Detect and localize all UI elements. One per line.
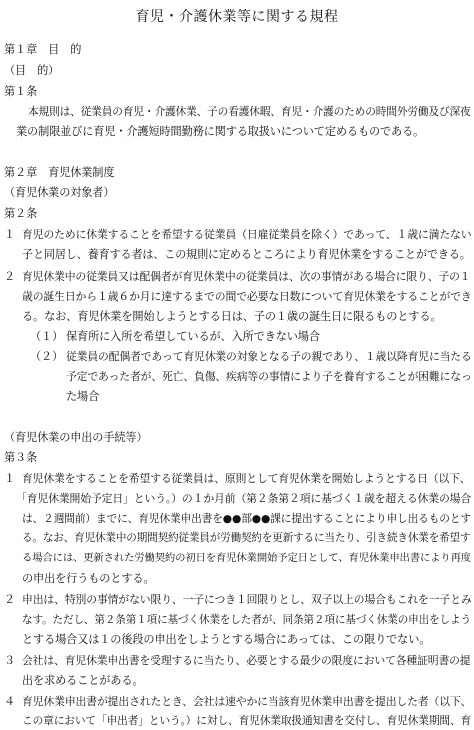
article-2-label: 第２条 bbox=[4, 207, 38, 220]
article-3-caption: （育児休業の申出の手続等） bbox=[4, 431, 148, 444]
article-3-para-2-number: ２ bbox=[4, 593, 16, 606]
article-3-para-3-line-2: 出を求めることがある。 bbox=[22, 674, 144, 687]
chapter-2-caption: （育児休業の対象者） bbox=[4, 186, 115, 199]
article-3-para-2-line-2: なす。ただし、第２条第１項に基づく休業をした者が、同条第２項に基づく休業の申出をしよう bbox=[22, 613, 471, 626]
article-2-para-2-line-3: る。なお、育児休業を開始しようとする日は、子の１歳の誕生日に限るものとする。 bbox=[22, 310, 442, 323]
article-3-para-1-line-6: の申出を行うものとする。 bbox=[22, 572, 155, 585]
article-3-para-1-line-3: は、２週間前）までに、育児休業申出書を●●部●●課に提出することにより申し出るものとす bbox=[22, 512, 471, 525]
article-2-item-2-number: （２） bbox=[30, 350, 64, 363]
article-2-item-2-line-1: 従業員の配偶者であって育児休業の対象となる子の親であり、１歳以降育児に当たる bbox=[66, 350, 472, 363]
article-3-para-3-line-1: 会社は、育児休業申出書を受理するに当たり、必要とする最少の限度において各種証明書の提 bbox=[22, 654, 471, 667]
article-3-para-1-line-1: 育児休業をすることを希望する従業員は、原則として育児休業を開始しようとする日（以下、 bbox=[22, 472, 471, 485]
article-2-para-1-line-2: 子と同居し、養育する者は、この規則に定めるところにより育児休業をすることができる。 bbox=[22, 248, 471, 261]
article-2-item-1-number: （１） bbox=[30, 330, 64, 343]
article-3-para-1-number: １ bbox=[4, 472, 16, 485]
article-3-para-1-line-4: る。なお、育児休業中の期間契約従業員が労働契約を更新するに当たり、引き続き休業を希望す bbox=[22, 532, 471, 544]
chapter-2-heading: 第２章 育児休業制度 bbox=[4, 166, 115, 179]
document-title: 育児・介護休業等に関する規程 bbox=[135, 9, 339, 25]
article-3-para-4-line-1: 育児休業申出書が提出されたとき、会社は速やかに当該育児休業申出書を提出した者（以下、 bbox=[22, 695, 472, 708]
article-2-para-2-number: ２ bbox=[4, 270, 16, 283]
article-3-para-2-line-1: 申出は、特別の事情がない限り、一子につき１回限りとし、双子以上の場合もこれを一子とみ bbox=[22, 593, 472, 606]
article-3-para-4-line-2: この章において「申出者」という。）に対し、育児休業取扱通知書を交付し、育児休業期間、育 bbox=[22, 714, 472, 727]
article-3-para-4-number: ４ bbox=[4, 695, 16, 708]
article-1-line-2: 業の制限並びに育児・介護短時間勤務に関する取扱いについて定めるものである。 bbox=[16, 125, 425, 138]
article-1-line-1: 本規則は、従業員の育児・介護休業、子の看護休暇、育児・介護のための時間外労働及び深夜 bbox=[28, 105, 471, 118]
article-3-para-1-line-5: る場合には、更新された労働契約の初日を育児休業開始予定日として、育児休業申出書により再度 bbox=[22, 552, 472, 564]
chapter-1-caption: （目 的） bbox=[4, 64, 60, 77]
article-2-item-2-line-2: 予定であった者が、死亡、負傷、疾病等の事情により子を養育することが困難になっ bbox=[66, 370, 472, 383]
article-2-para-2-line-1: 育児休業中の従業員又は配偶者が育児休業中の従業員は、次の事情がある場合に限り、子の１ bbox=[22, 270, 471, 283]
article-3-para-2-line-3: とする場合又は１の後段の申出をしようとする場合にあっては、この限りでない。 bbox=[22, 633, 431, 646]
article-2-item-2-line-3: た場合 bbox=[66, 390, 100, 403]
article-2-para-1-number: １ bbox=[4, 228, 16, 241]
article-2-para-1-line-1: 育児のために休業することを希望する従業員（日雇従業員を除く）であって、１歳に満たない bbox=[22, 228, 472, 241]
article-2-item-1-line-1: 保育所に入所を希望しているが、入所できない場合 bbox=[66, 330, 320, 343]
article-2-para-2-line-2: 歳の誕生日から１歳６か月に達するまでの間で必要な日数について育児休業をすることができ bbox=[22, 290, 472, 303]
article-3-para-3-number: ３ bbox=[4, 654, 16, 667]
chapter-1-heading: 第１章 目 的 bbox=[4, 43, 82, 56]
article-3-label: 第３条 bbox=[4, 451, 38, 464]
article-1-label: 第１条 bbox=[4, 85, 38, 98]
article-3-para-1-line-2: 「育児休業開始予定日」という。）の１か月前（第２条第２項に基づく１歳を超える休業の場合 bbox=[16, 492, 472, 505]
